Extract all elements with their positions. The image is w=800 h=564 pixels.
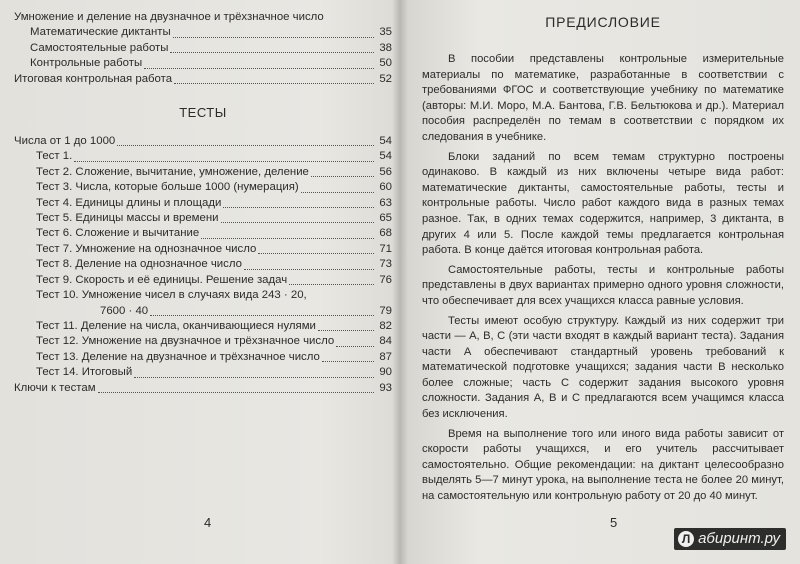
toc-entry-page: 93 bbox=[379, 381, 392, 394]
toc-leader-dots bbox=[74, 161, 374, 162]
tests-heading: ТЕСТЫ bbox=[179, 105, 227, 121]
toc-leader-dots bbox=[201, 238, 374, 239]
toc-entry-label: Тест 12. Умножение на двузначное и трёхзначное число bbox=[36, 335, 335, 348]
toc-entry-label: Тест 9. Скорость и её единицы. Решение задач bbox=[36, 273, 288, 286]
toc-entry-label: Тест 6. Сложение и вычитание bbox=[36, 227, 200, 240]
toc-entry bbox=[14, 72, 392, 87]
left-page bbox=[14, 10, 392, 550]
toc-entry-page: 35 bbox=[379, 26, 392, 39]
toc-entry-page: 54 bbox=[379, 150, 392, 163]
toc-entry-label: Умножение и деление на двузначное и трёхзначное число bbox=[14, 11, 324, 23]
toc-entry-page: 52 bbox=[379, 72, 392, 85]
toc-entry-test bbox=[14, 226, 392, 241]
toc-entry-page: 50 bbox=[379, 57, 392, 70]
toc-leader-dots bbox=[173, 37, 374, 38]
toc-leader-dots bbox=[311, 176, 374, 177]
toc-entry-label: Тест 14. Итоговый bbox=[36, 366, 133, 379]
toc-leader-dots bbox=[134, 377, 374, 378]
toc-entry-page: 84 bbox=[379, 335, 392, 348]
page-number-left: 4 bbox=[204, 515, 212, 530]
toc-leader-dots bbox=[301, 192, 374, 193]
toc-entry-test bbox=[14, 165, 392, 180]
toc-entry-test bbox=[14, 304, 392, 319]
toc-entry-test bbox=[14, 180, 392, 195]
toc-leader-dots bbox=[144, 68, 374, 69]
toc-entry bbox=[14, 41, 392, 56]
toc-top-block bbox=[14, 10, 392, 87]
toc-entry-page: 79 bbox=[379, 304, 392, 317]
toc-entry-answers bbox=[14, 381, 392, 396]
toc-leader-dots bbox=[117, 145, 374, 146]
toc-entry-test bbox=[14, 365, 392, 380]
toc-entry-page: 54 bbox=[379, 135, 392, 148]
toc-entry-test bbox=[14, 257, 392, 272]
toc-entry-page: 60 bbox=[379, 181, 392, 194]
toc-entry-label: Тест 4. Единицы длины и площади bbox=[36, 196, 222, 209]
right-page bbox=[422, 10, 784, 550]
toc-leader-dots bbox=[244, 269, 374, 270]
preface-paragraph: Блоки заданий по всем темам структурно построены одинаково. В каждый из них включены четыре вида работ: математические диктанты, самостоятельные работы, тесты и контрольные работы. Число работ каждого вида в разных темах разное. Так, в одних темах содержится, например, 3 диктанта, в других 4 или 5. После каждой темы предлагается контрольная работа. В конце даётся итоговая контрольная работа. bbox=[422, 150, 784, 257]
labirint-watermark bbox=[674, 528, 786, 550]
toc-leader-dots bbox=[150, 315, 374, 316]
preface-body bbox=[422, 52, 784, 505]
toc-entry-test bbox=[14, 273, 392, 288]
toc-tests-block bbox=[14, 149, 392, 380]
toc-entry-label: Числа от 1 до 1000 bbox=[14, 135, 116, 148]
toc-leader-dots bbox=[174, 83, 374, 84]
toc-entry-label: Ключи к тестам bbox=[14, 381, 96, 394]
toc-entry-page: 90 bbox=[379, 366, 392, 379]
toc-entry-test bbox=[14, 149, 392, 164]
toc-entry-label: Тест 8. Деление на однозначное число bbox=[36, 258, 242, 271]
toc-entry-page: 73 bbox=[379, 258, 392, 271]
toc-entry-page: 56 bbox=[379, 165, 392, 178]
toc-entry-label: Итоговая контрольная работа bbox=[14, 72, 173, 85]
toc-entry-label: Тест 2. Сложение, вычитание, умножение, деление bbox=[36, 165, 309, 178]
toc-entry-page: 68 bbox=[379, 227, 392, 240]
toc-entry-label: Тест 5. Единицы массы и времени bbox=[36, 212, 219, 225]
toc-entry-test bbox=[14, 242, 392, 257]
preface-paragraph: Тесты имеют особую структуру. Каждый из них содержит три части — А, В, С (эти части входят в каждый вариант теста). Задания части А обеспечивают стандартный уровень требований к математической подготовке учащихся; задания части В несколько более сложные; часть С содержит задания высокого уровня сложности. Задания А, В и С предлагаются всем учащимся класса без исключения. bbox=[422, 314, 784, 421]
toc-entry-page: 65 bbox=[379, 212, 392, 225]
toc-leader-dots bbox=[318, 330, 374, 331]
toc-entry-test bbox=[14, 211, 392, 226]
toc-entry-label: Контрольные работы bbox=[30, 57, 143, 70]
toc-entry-page: 87 bbox=[379, 350, 392, 363]
toc-entry-test bbox=[14, 350, 392, 365]
toc-leader-dots bbox=[170, 52, 374, 53]
toc-leader-dots bbox=[322, 361, 374, 362]
preface-paragraph: Самостоятельные работы, тесты и контрольные работы представлены в двух вариантах примерно одного уровня сложности, что обеспечивает для всех учащихся класса равные условия. bbox=[422, 263, 784, 307]
toc-leader-dots bbox=[336, 346, 374, 347]
toc-entry-label: Самостоятельные работы bbox=[30, 41, 169, 54]
toc-leader-dots bbox=[221, 222, 374, 223]
toc-entry-label: Математические диктанты bbox=[30, 26, 171, 39]
toc-entry-page: 82 bbox=[379, 319, 392, 332]
toc-entry bbox=[14, 56, 392, 71]
toc-entry-label: Тест 13. Деление на двузначное и трёхзначное число bbox=[36, 350, 320, 363]
preface-paragraph: Время на выполнение того или иного вида работы зависит от скорости работы учащихся, и его учитель рассчитывает самостоятельно. Общие рекомендации: на диктант целесообразно выделять 5—7 минут урока, на выполнение теста не более 20 минут, на самостоятельную или контрольную работу от 20 до 40 минут. bbox=[422, 427, 784, 503]
toc-entry bbox=[14, 10, 392, 25]
toc-leader-dots bbox=[223, 207, 374, 208]
toc-entry-label: Тест 1. bbox=[36, 150, 73, 163]
toc-entry-test bbox=[14, 196, 392, 211]
page-number-right: 5 bbox=[610, 515, 618, 530]
toc-leader-dots bbox=[258, 253, 374, 254]
toc-entry-label: Тест 7. Умножение на однозначное число bbox=[36, 242, 257, 255]
watermark-text: абиринт.ру bbox=[698, 530, 780, 547]
toc-entry-tests-section bbox=[14, 134, 392, 149]
toc-entry-label: Тест 3. Числа, которые больше 1000 (нумерация) bbox=[36, 181, 299, 194]
toc-entry-test bbox=[14, 288, 392, 303]
toc-entry-label: Тест 10. Умножение чисел в случаях вида 243 · 20, bbox=[36, 289, 307, 302]
preface-paragraph: В пособии представлены контрольные измерительные материалы по математике, разработанные в соответствии с требованиями ФГОС и соответствующие учебнику по математике (авторы: М.И. Моро, М.А. Бантова, Г.В. Бельтюкова и др.). Материал пособия распределён по темам в соответствии с порядком их следования в учебнике. bbox=[422, 53, 784, 143]
toc-entry-label: Тест 11. Деление на числа, оканчивающиеся нулями bbox=[36, 319, 316, 332]
toc-entry bbox=[14, 25, 392, 40]
toc-leader-dots bbox=[98, 392, 374, 393]
toc-entry-page: 63 bbox=[379, 196, 392, 209]
toc-entry-test bbox=[14, 334, 392, 349]
toc-entry-page: 76 bbox=[379, 273, 392, 286]
toc-entry-page: 38 bbox=[379, 41, 392, 54]
preface-title: ПРЕДИСЛОВИЕ bbox=[545, 14, 661, 30]
toc-leader-dots bbox=[289, 284, 374, 285]
toc-entry-test bbox=[14, 319, 392, 334]
toc-entry-page: 71 bbox=[379, 242, 392, 255]
labirint-logo-icon: Л bbox=[678, 531, 694, 547]
toc-entry-label: 7600 · 40 bbox=[100, 304, 149, 317]
